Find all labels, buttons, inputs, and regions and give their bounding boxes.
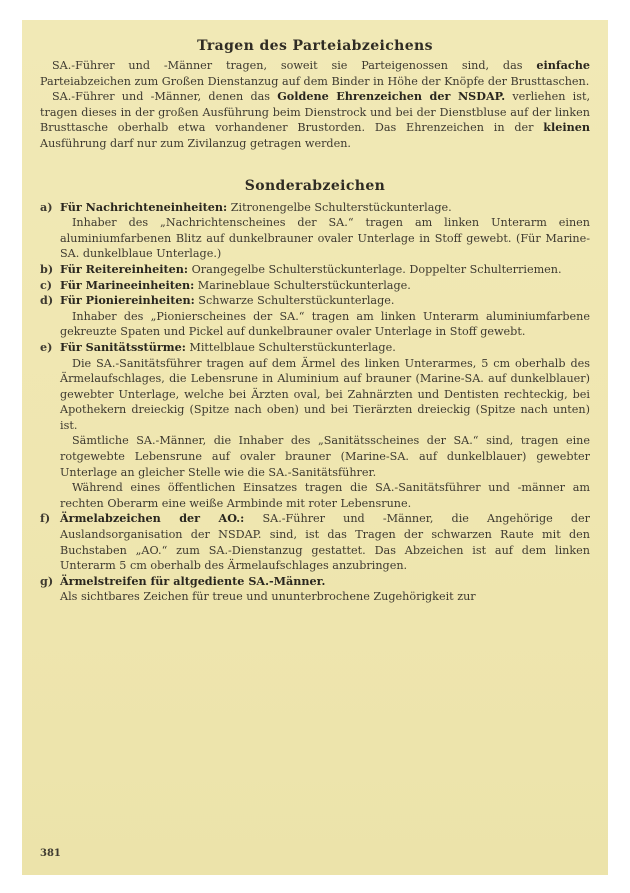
section-title-parteiabzeichen: Tragen des Parteiabzeichens (197, 38, 433, 54)
item-paragraph: Während eines öffentlichen Einsatzes tragen die SA.-Sanitätsführer und -männer am rechten Oberarm eine weiße Armbinde mit roter Lebensrune. (60, 481, 590, 510)
item-heading: Für Reitereinheiten: (60, 261, 189, 276)
item-heading: Für Nachrichteneinheiten: (60, 199, 228, 214)
item-heading: Für Marineeinheiten: (60, 277, 195, 292)
list-item-reitereinheiten: b) Für Reitereinheiten: Orangegelbe Schulterstückunterlage. Doppelter Schulterriemen. (40, 261, 562, 276)
item-heading: Für Sanitätsstürme: (60, 339, 186, 354)
list-item-aermelabzeichen-ao: f) Ärmelabzeichen der AO.: SA.-Führer und -Männer, die Angehörige der Auslandsorganisation der NSDAP. sind, ist das Tragen der schwarzen Raute mit den Buchstaben „AO.“ zum SA.-Dienstanzug gestattet. Das Abzeichen ist auf dem linken Unterarm 5 cm oberhalb des Ärmelaufschlages anzubringen. (40, 511, 590, 573)
paragraph-ehrenzeichen: SA.-Führer und -Männer, denen das Goldene Ehrenzeichen der NSDAP. verliehen ist, tragen dieses in der großen Ausführung beim Dienstrock und bei der Dienstbluse auf der linken Brusttasche oberhalb etwa vorhandener Brustorden. Das Ehrenzeichen in der kleinen Ausführung darf nur zum Zivilanzug getragen werden. (40, 89, 591, 150)
list-label: e) (40, 339, 53, 354)
item-paragraph: Inhaber des „Nachrichtenscheines der SA.“ tragen am linken Unterarm einen aluminiumfarbenen Blitz auf dunkelbrauner ovaler Unterlage in Stoff gewebt. (Für Marine-SA. dunkelblaue Unterlage.) (60, 216, 590, 261)
item-paragraph: Die SA.-Sanitätsführer tragen auf dem Ärmel des linken Unterarmes, 5 cm oberhalb des Ärmelaufschlages, die Lebensrune in Aluminium auf brauner (Marine-SA. auf dunkelblauer) gewebter Unterlage, welche bei Ärzten oval, bei Zahnärzten und Dentisten rechteckig, bei Apothekern dreieckig (Spitze nach oben) und bei Tierärzten dreieckig (Spitze nach unten) ist. (60, 356, 590, 432)
list-label: b) (40, 261, 54, 276)
page-number: 381 (40, 848, 61, 859)
list-label: d) (40, 293, 54, 308)
item-paragraph: Als sichtbares Zeichen für treue und ununterbrochene Zugehörigkeit zur (60, 590, 476, 604)
list-label: g) (40, 573, 54, 588)
item-paragraph: Sämtliche SA.-Männer, die Inhaber des „Sanitätsscheines der SA.“ sind, tragen eine rotgewebte Lebensrune auf ovaler brauner (Marine-SA. auf dunkelblauer) gewebter Unterlage an gleicher Stelle wie die SA.-Sanitätsführer. (60, 434, 590, 479)
list-item-marineeinheiten: c) Für Marineeinheiten: Marineblaue Schulterstückunterlage. (40, 277, 411, 292)
book-page (22, 20, 608, 875)
item-heading: Ärmelabzeichen der AO.: (60, 511, 245, 526)
item-heading: Für Pioniereinheiten: (60, 293, 195, 308)
paragraph-parteiabzeichen: SA.-Führer und -Männer tragen, soweit sie Parteigenossen sind, das einfache Parteiabzeichen zum Großen Dienstanzug auf dem Binder in Höhe der Knöpfe der Brusttaschen. (40, 58, 590, 88)
list-label: a) (40, 199, 53, 214)
item-heading: Ärmelstreifen für altgediente SA.-Männer. (60, 573, 326, 588)
list-item-aermelstreifen (40, 574, 590, 605)
list-item-nachrichteneinheiten: a) Für Nachrichteneinheiten: Zitronengelbe Schulterstückunterlage. Inhaber des „Nachrichtenscheines der SA.“ tragen am linken Unterarm einen aluminiumfarbenen Blitz auf dunkelbrauner ovaler Unterlage in Stoff gewebt. (Für Marine-SA. dunkelblaue Unterlage.) (40, 199, 590, 261)
list-label: c) (40, 277, 53, 292)
list-item-pioniereinheiten: d) Für Pioniereinheiten: Schwarze Schulterstückunterlage. Inhaber des „Pionierscheines der SA.“ tragen am linken Unterarm aluminiumfarbene gekreuzte Spaten und Pickel auf dunkelbrauner ovaler Unterlage in Stoff gewebt. (40, 293, 590, 339)
list-item-sanitaetsstuerme: e) Für Sanitätsstürme: Mittelblaue Schulterstückunterlage. Die SA.-Sanitätsführer tragen auf dem Ärmel des linken Unterarmes, 5 cm oberhalb des Ärmelaufschlages, die Lebensrune in Aluminium auf brauner (Marine-SA. auf dunkelblauer) gewebter Unterlage, welche bei Ärzten oval, bei Zahnärzten und Dentisten rechteckig, bei Apothekern dreieckig (Spitze nach oben) und bei Tierärzten dreieckig (Spitze nach unten) ist. Sämtliche SA.-Männer, die Inhaber des „Sanitätsscheines der SA.“ sind, tragen eine rotgewebte Lebensrune auf ovaler brauner (Marine-SA. auf dunkelblauer) gewebter Unterlage an gleicher Stelle wie die SA.-Sanitätsführer. Während eines öffentlichen Einsatzes tragen die SA.-Sanitätsführer und -männer am rechten Oberarm eine weiße Armbinde mit roter Lebensrune. (40, 339, 590, 510)
list-label: f) (40, 511, 51, 526)
section-title-sonderabzeichen: Sonderabzeichen (244, 177, 386, 194)
item-paragraph: Inhaber des „Pionierscheines der SA.“ tragen am linken Unterarm aluminiumfarbene gekreuzte Spaten und Pickel auf dunkelbrauner ovaler Unterlage in Stoff gewebt. (60, 309, 590, 339)
